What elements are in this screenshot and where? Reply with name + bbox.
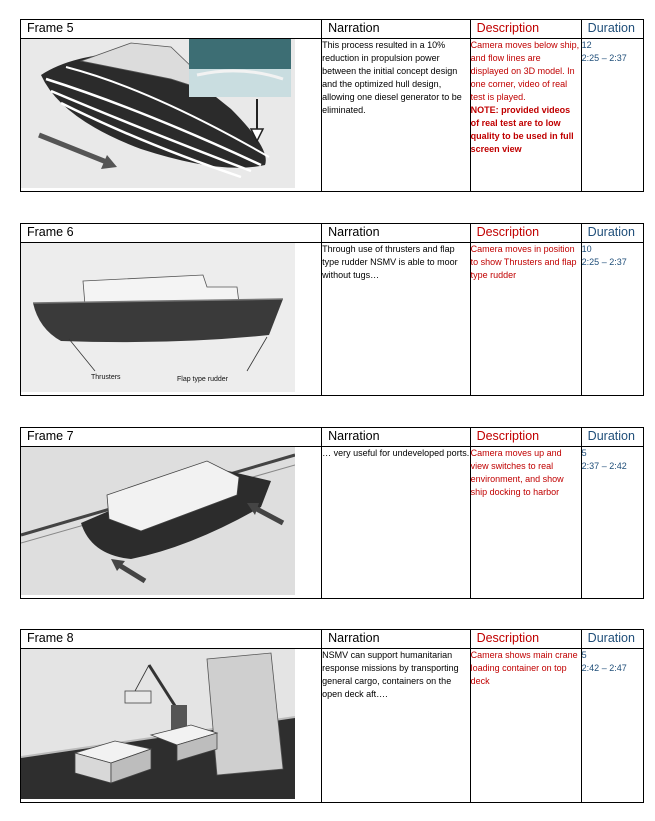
narration-text: NSMV can support humanitarian response missions by transporting general cargo, containers on the open deck aft…. xyxy=(322,649,470,803)
duration-timecode: 2:42 – 2:47 xyxy=(581,663,627,673)
frame-5-table xyxy=(20,19,644,192)
duration-header: Duration xyxy=(581,224,643,243)
ship-side-sketch xyxy=(21,243,295,392)
description-header: Description xyxy=(470,20,581,39)
frame-7-image xyxy=(21,447,322,599)
narration-header: Narration xyxy=(322,630,470,649)
frame-8-image xyxy=(21,649,322,803)
frame-6-image xyxy=(21,243,322,396)
duration-timecode: 2:25 – 2:37 xyxy=(581,257,627,267)
duration-header: Duration xyxy=(581,630,643,649)
frame-title: Frame 7 xyxy=(21,428,322,447)
duration-cell xyxy=(581,649,643,803)
frame-title: Frame 6 xyxy=(21,224,322,243)
duration-cell xyxy=(581,243,643,396)
duration-seconds: 5 xyxy=(581,448,587,458)
frame-title: Frame 8 xyxy=(21,630,322,649)
frame-6-table xyxy=(20,223,644,396)
narration-text: … very useful for undeveloped ports. xyxy=(322,447,470,599)
duration-seconds: 10 xyxy=(581,244,592,254)
narration-header: Narration xyxy=(322,428,470,447)
narration-header: Narration xyxy=(322,20,470,39)
description-text: Camera shows main crane loading container on top deck xyxy=(470,649,581,803)
duration-cell xyxy=(581,39,643,192)
description-text: Camera moves up and view switches to real environment, and show ship docking to harbor xyxy=(470,447,581,599)
duration-seconds: 12 xyxy=(581,40,592,50)
description-header: Description xyxy=(470,428,581,447)
duration-header: Duration xyxy=(581,428,643,447)
description-text xyxy=(470,39,581,192)
duration-header: Duration xyxy=(581,20,643,39)
frame-7-table xyxy=(20,427,644,599)
frame-title: Frame 5 xyxy=(21,20,322,39)
frame-5-image xyxy=(21,39,322,192)
description-header: Description xyxy=(470,224,581,243)
ship-docking-sketch xyxy=(21,447,295,595)
duration-timecode: 2:37 – 2:42 xyxy=(581,461,627,471)
duration-cell xyxy=(581,447,643,599)
hull-flow-sketch xyxy=(21,39,295,188)
description-note: NOTE: provided videos of real test are to low quality to be used in full screen view xyxy=(470,105,574,154)
narration-text: Through use of thrusters and flap type rudder NSMV is able to moor without tugs… xyxy=(322,243,470,396)
description-header: Description xyxy=(470,630,581,649)
narration-header: Narration xyxy=(322,224,470,243)
duration-seconds: 5 xyxy=(581,650,587,660)
description-text: Camera moves in position to show Thrusters and flap type rudder xyxy=(470,243,581,396)
crane-loading-sketch xyxy=(21,649,295,799)
description-body: Camera moves below ship, and flow lines are displayed on 3D model. In one corner, video of real test is played. xyxy=(470,40,580,102)
duration-timecode: 2:25 – 2:37 xyxy=(581,53,627,63)
rudder-label: Flap type rudder xyxy=(177,376,228,383)
narration-text: This process resulted in a 10% reduction in propulsion power between the initial concept design and the optimized hull design, allowing one diesel generator to be eliminated. xyxy=(322,39,470,192)
thrusters-label: Thrusters xyxy=(91,374,121,381)
frame-8-table xyxy=(20,629,644,803)
